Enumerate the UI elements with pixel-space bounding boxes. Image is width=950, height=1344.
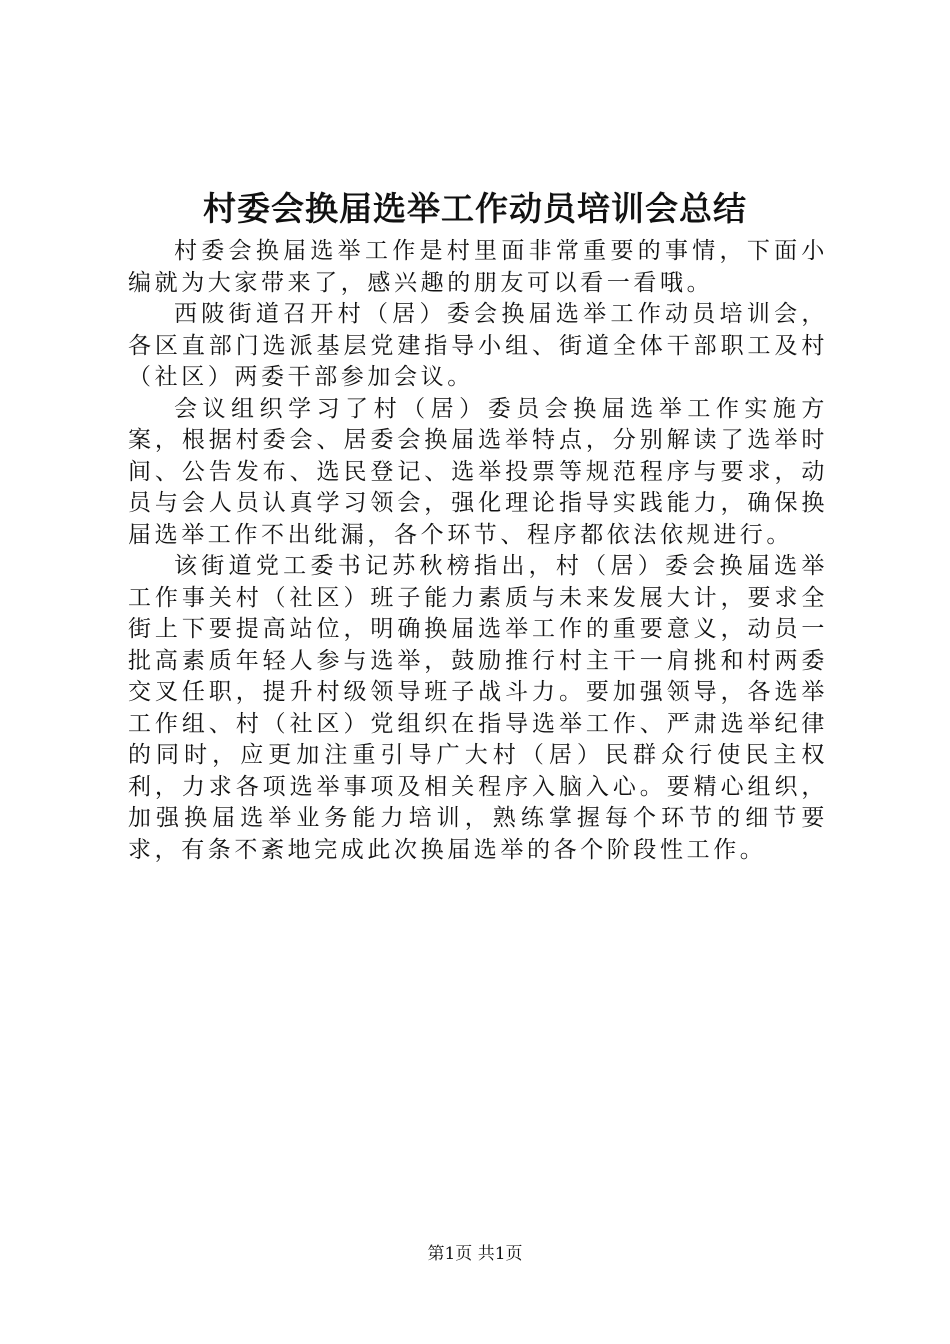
paragraph-speech: 该街道党工委书记苏秋榜指出，村（居）委会换届选举工作事关村（社区）班子能力素质与未来发展大计，要求全街上下要提高站位，明确换届选举工作的重要意义，动员一批高素质年轻人参与选举，鼓励推行村主干一肩挑和村两委交叉任职，提升村级领导班子战斗力。要加强领导，各选举工作组、村（社区）党组织在指导选举工作、严肃选举纪律的同时，应更加注重引导广大村（居）民群众行使民主权利，力求各项选举事项及相关程序入脑入心。要精心组织，加强换届选举业务能力培训，熟练掌握每个环节的细节要求，有条不紊地完成此次换届选举的各个阶段性工作。	[128, 553, 828, 863]
document-body	[128, 236, 828, 866]
paragraph-study: 会议组织学习了村（居）委员会换届选举工作实施方案，根据村委会、居委会换届选举特点，分别解读了选举时间、公告发布、选民登记、选举投票等规范程序与要求，动员与会人员认真学习领会，强化理论指导实践能力，确保换届选举工作不出纰漏，各个环节、程序都依法依规进行。	[128, 395, 828, 548]
paragraph-meeting: 西陂街道召开村（居）委会换届选举工作动员培训会，各区直部门选派基层党建指导小组、街道全体干部职工及村（社区）两委干部参加会议。	[128, 301, 828, 390]
paragraph-intro: 村委会换届选举工作是村里面非常重要的事情，下面小编就为大家带来了，感兴趣的朋友可以看一看哦。	[128, 238, 828, 296]
page-number-footer: 第1页 共1页	[427, 1244, 523, 1264]
document-title: 村委会换届选举工作动员培训会总结	[203, 189, 747, 228]
